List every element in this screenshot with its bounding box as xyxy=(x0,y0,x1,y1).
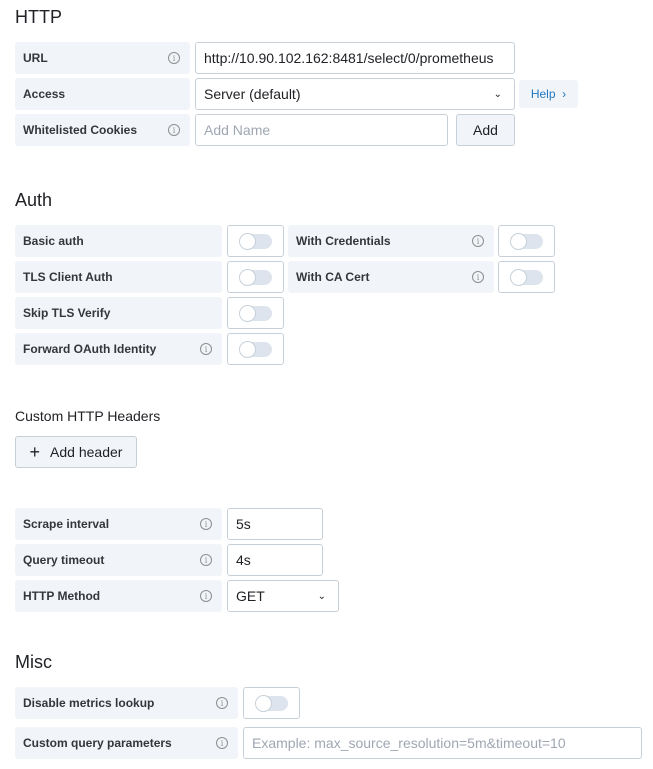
add-header-label: Add header xyxy=(50,444,123,460)
info-icon[interactable]: i xyxy=(216,697,228,709)
skip-tls-toggle[interactable] xyxy=(227,297,284,329)
custom-params-text: Custom query parameters xyxy=(23,736,172,750)
with-ca-cert-toggle[interactable] xyxy=(498,261,555,293)
info-icon[interactable]: i xyxy=(200,590,212,602)
with-credentials-toggle[interactable] xyxy=(498,225,555,257)
info-icon[interactable]: i xyxy=(168,124,180,136)
chevron-down-icon: ⌄ xyxy=(317,591,326,602)
info-icon[interactable]: i xyxy=(200,554,212,566)
with-credentials-text: With Credentials xyxy=(296,234,391,248)
query-timeout-label xyxy=(15,544,222,576)
disable-lookup-label xyxy=(15,687,238,719)
url-input[interactable]: http://10.90.102.162:8481/select/0/prometheus xyxy=(195,42,515,74)
chevron-down-icon: ⌄ xyxy=(493,89,502,100)
http-method-select[interactable] xyxy=(227,580,339,612)
scrape-interval-label xyxy=(15,508,222,540)
access-label: Access xyxy=(15,78,190,110)
cookies-label-text: Whitelisted Cookies xyxy=(23,123,138,137)
method-value: GET xyxy=(236,588,265,604)
method-label-text: HTTP Method xyxy=(23,589,101,603)
chevron-right-icon: › xyxy=(562,87,567,101)
http-section-title: HTTP xyxy=(15,7,62,27)
custom-params-label xyxy=(15,727,238,759)
access-select[interactable] xyxy=(195,78,515,110)
info-icon[interactable]: i xyxy=(200,343,212,355)
tls-client-auth-toggle[interactable] xyxy=(227,261,284,293)
custom-headers-title: Custom HTTP Headers xyxy=(15,408,161,424)
disable-lookup-text: Disable metrics lookup xyxy=(23,696,155,710)
forward-oauth-text: Forward OAuth Identity xyxy=(23,342,157,356)
info-icon[interactable]: i xyxy=(168,52,180,64)
url-label xyxy=(15,42,190,74)
basic-auth-toggle[interactable] xyxy=(227,225,284,257)
forward-oauth-label xyxy=(15,333,222,365)
scrape-label-text: Scrape interval xyxy=(23,517,110,531)
timeout-label-text: Query timeout xyxy=(23,553,105,567)
custom-params-input[interactable] xyxy=(243,727,642,759)
misc-section-title: Misc xyxy=(15,652,52,672)
url-label-text: URL xyxy=(23,51,48,65)
cookies-input[interactable] xyxy=(195,114,448,146)
add-header-button[interactable] xyxy=(15,436,137,468)
scrape-interval-input[interactable]: 5s xyxy=(227,508,323,540)
disable-lookup-toggle[interactable] xyxy=(243,687,300,719)
help-button[interactable] xyxy=(519,80,578,108)
info-icon[interactable]: i xyxy=(216,737,228,749)
add-cookie-button[interactable]: Add xyxy=(456,114,515,146)
help-label: Help xyxy=(530,87,556,101)
custom-params-placeholder: Example: max_source_resolution=5m&timeout=10 xyxy=(252,735,566,751)
info-icon[interactable]: i xyxy=(472,235,484,247)
auth-section-title: Auth xyxy=(15,190,53,210)
query-timeout-input[interactable]: 4s xyxy=(227,544,323,576)
with-credentials-label xyxy=(288,225,494,257)
info-icon[interactable]: i xyxy=(472,271,484,283)
forward-oauth-toggle[interactable] xyxy=(227,333,284,365)
info-icon[interactable]: i xyxy=(200,518,212,530)
skip-tls-label: Skip TLS Verify xyxy=(15,297,222,329)
basic-auth-label: Basic auth xyxy=(15,225,222,257)
with-ca-cert-label xyxy=(288,261,494,293)
http-method-label xyxy=(15,580,222,612)
tls-client-auth-label: TLS Client Auth xyxy=(15,261,222,293)
access-value: Server (default) xyxy=(204,86,301,102)
cookies-label xyxy=(15,114,190,146)
plus-icon: + xyxy=(29,441,41,462)
cookies-placeholder: Add Name xyxy=(204,122,271,138)
with-ca-cert-text: With CA Cert xyxy=(296,270,370,284)
